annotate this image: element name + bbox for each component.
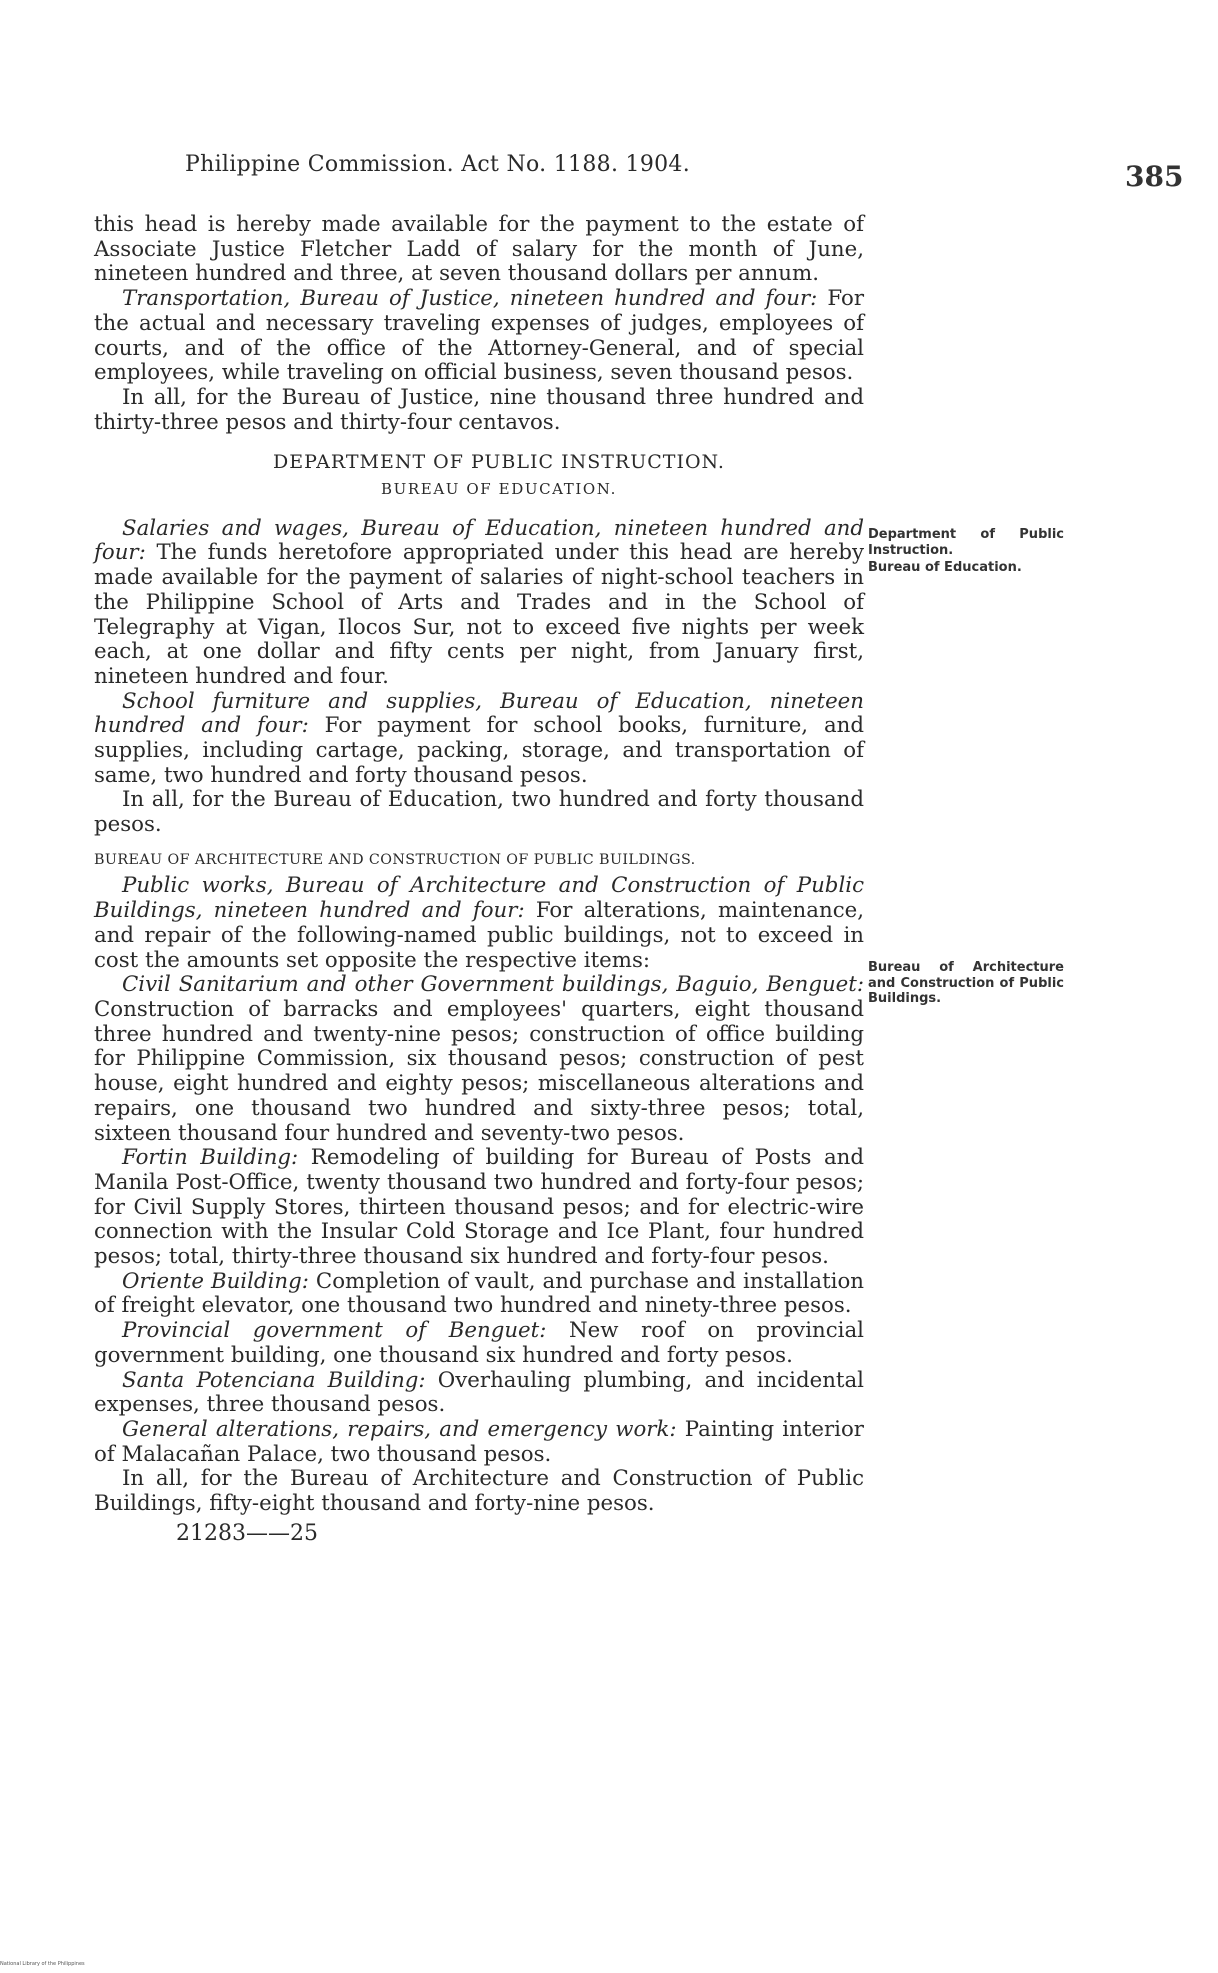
paragraph-heading: Salaries and wages, Bureau of Education, nineteen hundred and four: [94,515,864,566]
paragraph-text: Painting interior of Malacañan Palace, two thousand pesos. [94,1416,864,1467]
paragraph [94,874,864,973]
paragraph-heading: Transportation, Bureau of Justice, nineteen hundred and four: [122,286,818,312]
paragraph-heading: Public works, Bureau of Architecture and Construction of Public Buildings, nineteen hundred and four: [94,873,864,924]
margin-note-bureau-architecture: Bureau of Architecture and Construction of Public Buildings. [868,960,1064,1007]
paragraph-heading: General alterations, repairs, and emergency work: [122,1416,677,1442]
body-text [94,213,864,1546]
paragraph [94,973,864,1146]
paragraph-heading: Provincial government of Benguet: [122,1318,547,1344]
bureau-heading-education: BUREAU OF EDUCATION. [381,480,617,499]
paragraph-text: New roof on provincial government building, one thousand six hundred and forty pesos. [94,1318,864,1368]
paragraph [94,1418,864,1467]
paragraph-text: The funds heretofore appropriated under this head are hereby made available for the payment of salaries of night-school teachers in the Philippine School of Arts and Trades and in the School of Telegraphy at Vigan, Ilocos Sur, not to exceed five nights per week each, at one dollar and fifty cents per night, from January first, nineteen hundred and four. [94,540,864,689]
paragraph [94,287,864,386]
paragraph: In all, for the Bureau of Education, two hundred and forty thousand pesos. [94,787,864,838]
paragraph: In all, for the Bureau of Justice, nine thousand three hundred and thirty-three pesos and thirty-four centavos. [94,384,864,435]
paragraph-text: Completion of vault, and purchase and installation of freight elevator, one thousand two hundred and ninety-three pesos. [94,1268,864,1319]
paragraph-text: For payment for school books, furniture, and supplies, including cartage, packing, storage, and transportation of same, two hundred and forty thousand pesos. [94,713,864,788]
paragraph-heading: Oriente Building: [122,1268,309,1294]
margin-note-department: Department of Public Instruction. [868,527,1064,558]
paragraph-heading: School furniture and supplies, Bureau of Education, nineteen hundred and four: [94,688,864,739]
paragraph [94,1319,864,1368]
paragraph [94,690,864,789]
paragraph: In all, for the Bureau of Architecture and Construction of Public Buildings, fifty-eight thousand and forty-nine pesos. [94,1466,864,1517]
footer-credit: National Library of the Philippines [0,1961,85,1967]
department-heading: DEPARTMENT OF PUBLIC INSTRUCTION. [273,451,725,474]
paragraph [94,1270,864,1319]
paragraph [94,1369,864,1418]
paragraph [94,517,864,690]
margin-note-bureau-education: Bureau of Education. [868,560,1022,575]
paragraph-text: For alterations, maintenance, and repair of the following-named public buildings, not to exceed in cost the amounts set opposite the respective items: [94,898,864,973]
paragraph-text: For the actual and necessary traveling expenses of judges, employees of courts, and of the office of the Attorney-General, and of special employees, while traveling on official business, seven thousand pesos. [94,286,865,386]
paragraph: this head is hereby made available for the payment to the estate of Associate Justice Fletcher Ladd of salary for the month of June, nineteen hundred and three, at seven thousand dollars per annum. [94,212,864,287]
page-number: 385 [1125,160,1184,193]
bureau-heading-architecture: BUREAU OF ARCHITECTURE AND CONSTRUCTION OF PUBLIC BUILDINGS. [94,851,696,868]
paragraph-heading: Santa Potenciana Building: [122,1367,426,1393]
paragraph-text: Remodeling of building for Bureau of Posts and Manila Post-Office, twenty thousand two hundred and forty-four pesos; for Civil Supply Stores, thirteen thousand pesos; and for electric-wire connection with the Insular Cold Storage and Ice Plant, four hundred pesos; total, thirty-three thousand six hundred and forty-four pesos. [94,1145,864,1270]
paragraph-text: Overhauling plumbing, and incidental expenses, three thousand pesos. [94,1367,864,1418]
signature-mark: 21283——25 [176,1520,318,1546]
paragraph-text: Construction of barracks and employees' quarters, eight thousand three hundred and twenty-nine pesos; construction of office building for Philippine Commission, six thousand pesos; construction of pest house, eight hundred and eighty pesos; miscellaneous alterations and repairs, one thousand two hundred and sixty-three pesos; total, sixteen thousand four hundred and seventy-two pesos. [94,996,864,1146]
paragraph-heading: Civil Sanitarium and other Government buildings, Baguio, Benguet: [122,972,864,998]
paragraph [94,1146,864,1270]
running-head: Philippine Commission. Act No. 1188. 1904. [185,152,691,177]
paragraph-heading: Fortin Building: [122,1145,299,1171]
